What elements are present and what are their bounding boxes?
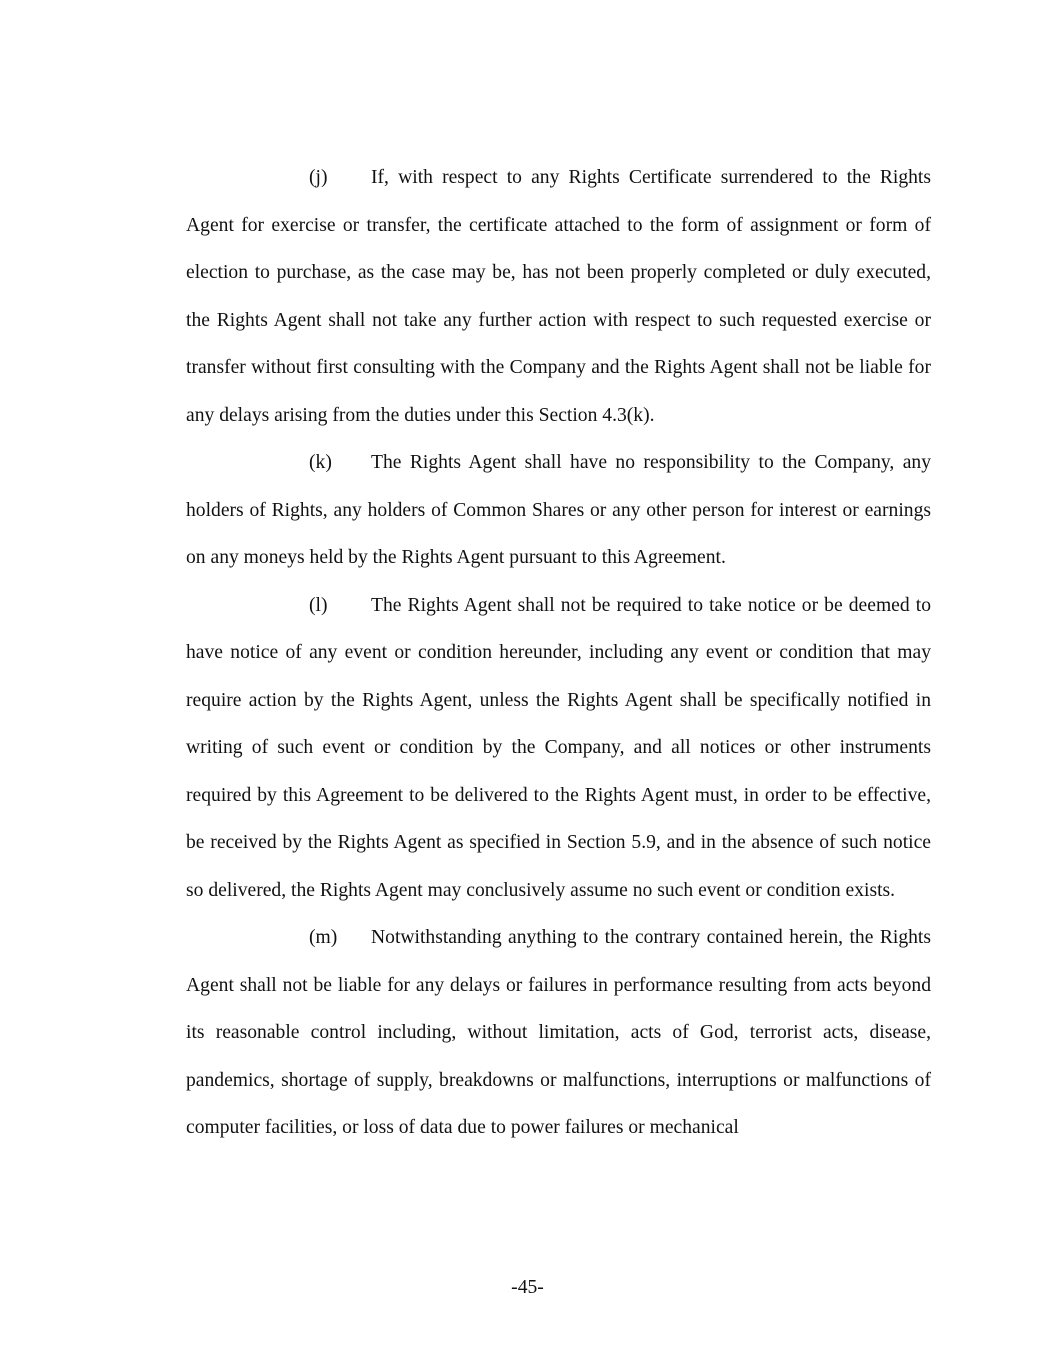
paragraph-k-text: The Rights Agent shall have no responsibility to the Company, any holders of Rights, any holders of Common Shares or any other person for interest or earnings on any moneys held by the Rights Agent pursuant to this Agreement.: [186, 452, 931, 568]
paragraph-k-label: (k): [309, 452, 332, 473]
document-body: [186, 154, 931, 1152]
paragraph-j-text: If, with respect to any Rights Certificate surrendered to the Rights Agent for exercise or transfer, the certificate attached to the form of assignment or form of election to purchase, as the case may be, has not been properly completed or duly executed, the Rights Agent shall not take any further action with respect to such requested exercise or transfer without first consulting with the Company and the Rights Agent shall not be liable for any delays arising from the duties under this Section 4.3(k).: [186, 167, 931, 426]
paragraph-k: [186, 439, 931, 582]
paragraph-l-text: The Rights Agent shall not be required to take notice or be deemed to have notice of any event or condition hereunder, including any event or condition that may require action by the Rights Agent, unless the Rights Agent shall be specifically notified in writing of such event or condition by the Company, and all notices or other instruments required by this Agreement to be delivered to the Rights Agent must, in order to be effective, be received by the Rights Agent as specified in Section 5.9, and in the absence of such notice so delivered, the Rights Agent may conclusively assume no such event or condition exists.: [186, 594, 931, 901]
paragraph-m-text: Notwithstanding anything to the contrary contained herein, the Rights Agent shall not be liable for any delays or failures in performance resulting from acts beyond its reasonable control including, without limitation, acts of God, terrorist acts, disease, pandemics, shortage of supply, breakdowns or malfunctions, interruptions or malfunctions of computer facilities, or loss of data due to power failures or mechanical: [186, 927, 931, 1138]
paragraph-l-label: (l): [309, 594, 328, 616]
paragraph-j: [186, 154, 931, 439]
paragraph-l: [186, 582, 931, 915]
page-number: -45-: [511, 1277, 544, 1298]
paragraph-m: [186, 914, 931, 1152]
paragraph-j-label: (j): [309, 167, 328, 188]
paragraph-m-label: (m): [309, 927, 338, 948]
